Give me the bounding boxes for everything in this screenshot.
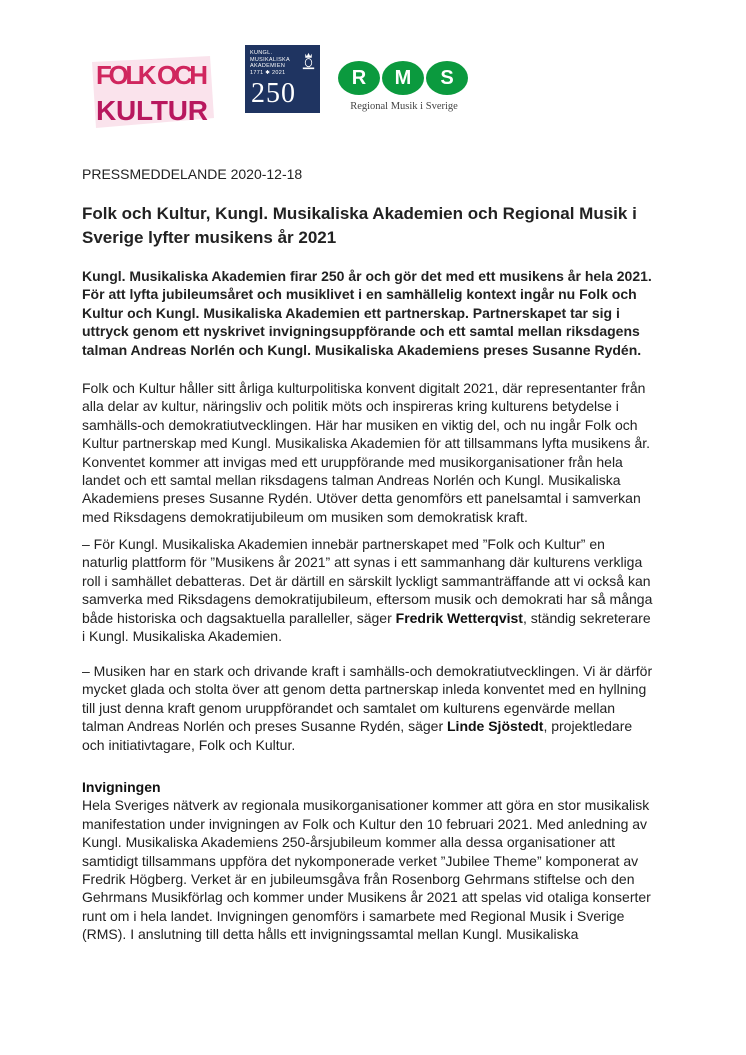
text-span: talman Andreas Norlén och Kungl. Musikaliska Akademiens preses Susanne Rydén. — [82, 341, 642, 358]
text-span: Kungl. Musikaliska Akademien firar 250 år och gör det med ett musikens år hela 2021. — [82, 268, 652, 284]
text-span: , projektledare — [543, 718, 633, 735]
lead-paragraph — [82, 267, 652, 359]
page-title: Folk och Kultur, Kungl. Musikaliska Akademien och Regional Musik i Sverige lyfter musikens år 2021 — [82, 204, 637, 247]
rms-caption: Regional Musik i Sverige — [350, 101, 458, 112]
text-line — [82, 736, 652, 754]
text-line — [82, 907, 651, 925]
text-span: uttryck genom ett nyskrivet invigningsuppförande och ett samtal mellan riksdagens — [82, 323, 640, 340]
text-span: – För Kungl. Musikaliska Akademien innebär partnerskapet med ”Folk och Kultur” en — [82, 536, 605, 552]
text-span: Gehrmans Musikförlag och kommer under Musikens år 2021 att spelas vid otaliga konserter — [82, 889, 651, 906]
text-line — [82, 852, 651, 870]
akademien-250-number: 250 — [251, 78, 296, 109]
svg-text:KULTUR: KULTUR — [96, 95, 208, 126]
text-line — [82, 285, 652, 303]
akademien-logo-line: 1771 ✱ 2021 — [250, 69, 286, 76]
text-line — [82, 609, 652, 627]
text-span: runt om i hela landet. Invigningen genomförs i samarbete med Regional Musik i Sverige — [82, 907, 625, 924]
invigningen-section — [82, 778, 651, 944]
text-span: (RMS). I anslutning till detta hålls ett invigningssamtal mellan Kungl. Musikaliska — [82, 926, 579, 943]
text-span: För att lyfta jubileumsåret och musiklivet i en samhällelig kontext ingår nu Folk och — [82, 286, 637, 303]
text-span: naturlig plattform för ”Musikens år 2021” att synas i ett sammanhang där kulturens verkliga — [82, 554, 643, 571]
text-line — [82, 434, 650, 452]
text-line — [82, 508, 650, 526]
press-release-date: PRESSMEDDELANDE 2020-12-18 — [82, 166, 303, 182]
text-line — [82, 778, 651, 796]
text-span: samverka med Riksdagens demokratijubileum, eftersom musik och demokrati har så många — [82, 591, 653, 608]
text-span: Kungl. Musikaliska Akademiens 250-årsjubileum kommer alla dessa organisationer att — [82, 834, 616, 851]
text-span: och initiativtagare, Folk och Kultur. — [82, 736, 296, 753]
text-line — [82, 572, 652, 590]
text-span: samhälls-och demokratiutvecklingen. Här har musiken en viktig del, och nu ingår Folk och — [82, 416, 638, 433]
rms-letter: M — [382, 61, 424, 95]
text-line — [82, 341, 652, 359]
body-paragraph — [82, 662, 652, 754]
text-line — [82, 304, 652, 322]
text-line — [82, 397, 650, 415]
text-line — [82, 489, 650, 507]
person-name: Linde Sjöstedt — [447, 718, 544, 735]
text-line — [82, 627, 652, 645]
text-line — [82, 833, 651, 851]
akademien-logo-line: KUNGL. — [250, 50, 273, 56]
text-span: landet och ett samtal mellan riksdagens talman Andreas Norlén och Kungl. Musikaliska — [82, 471, 621, 488]
text-line — [82, 870, 651, 888]
person-name: Fredrik Wetterqvist — [395, 609, 523, 626]
text-line — [82, 662, 652, 680]
crown-emblem-icon — [302, 50, 315, 72]
text-line — [82, 717, 652, 735]
text-span: Kultur partnerskap med Kungl. Musikaliska Akademien för att tillsammans lyfta musikens år. — [82, 435, 651, 452]
text-line — [82, 888, 651, 906]
akademien-logo-text — [250, 50, 290, 76]
text-span: Fredrik Högberg. Verket är en jubileumsgåva från Rosenborg Gehrmans stiftelse och den — [82, 870, 635, 887]
text-line — [82, 815, 651, 833]
akademien-logo-line: MUSIKALISKA — [250, 56, 290, 63]
body-paragraph — [82, 535, 652, 645]
text-span: mycket glada och stolta över att genom detta partnerskap inleda konventet med en hyllning — [82, 681, 647, 698]
text-span: roll i samhället debatteras. Det är därtill en särskilt lyckligt sammanträffande att vi också kan — [82, 572, 651, 589]
text-line — [82, 535, 652, 553]
text-line — [82, 680, 652, 698]
text-span: manifestation under invigningen av Folk och Kultur den 10 februari 2021. Med anledning av — [82, 815, 648, 832]
text-line — [82, 925, 651, 943]
folk-och-kultur-logo — [92, 56, 214, 128]
text-line — [82, 267, 652, 285]
text-span: samtidigt tillsammans uppföra det nykomponerade verket ”Jubilee Theme” komponerat av — [82, 852, 639, 869]
text-span: till just denna kraft genom uruppförandet och samtalet om kulturens egenvärde mellan — [82, 699, 616, 716]
text-line — [82, 416, 650, 434]
rms-letter: S — [426, 61, 468, 95]
rms-letter: R — [338, 61, 380, 95]
svg-text:FOLK OCH: FOLK OCH — [96, 60, 208, 90]
text-span: Kultur och Kungl. Musikaliska Akademien ett partnerskap. Partnerskapet tar sig i — [82, 304, 620, 321]
text-span: med Riksdagens demokratijubileum om musiken som demokratisk kraft. — [82, 508, 528, 525]
text-line — [82, 379, 650, 397]
text-span: , ständig sekreterare — [522, 609, 651, 626]
text-span: talman Andreas Norlén och preses Susanne Rydén, säger — [82, 718, 447, 735]
text-span: Konventet kommer att invigas med ett uruppförande med musikorganisationer från hela — [82, 453, 623, 470]
text-line — [82, 699, 652, 717]
akademien-logo-line: AKADEMIEN — [250, 63, 286, 69]
text-span: Akademiens preses Susanne Rydén. Utöver detta genomförs ett panelsamtal i samverkan — [82, 490, 641, 507]
text-line — [82, 471, 650, 489]
text-line — [82, 453, 650, 471]
text-span: i Kungl. Musikaliska Akademien. — [82, 627, 282, 644]
text-line — [82, 553, 652, 571]
text-span: både historiska och dagsaktuella paralleller, säger — [82, 609, 396, 626]
rms-logo — [338, 61, 470, 121]
text-line — [82, 796, 651, 814]
text-span: Folk och Kultur håller sitt årliga kulturpolitiska konvent digitalt 2021, där representanter från — [82, 380, 646, 396]
text-line — [82, 322, 652, 340]
text-span: – Musiken har en stark och drivande kraft i samhälls-och demokratiutvecklingen. Vi är därför — [82, 663, 653, 679]
text-span: Hela Sveriges nätverk av regionala musikorganisationer kommer att göra en stor musikalisk — [82, 797, 650, 814]
body-paragraph — [82, 379, 650, 526]
text-line — [82, 590, 652, 608]
section-heading: Invigningen — [82, 779, 161, 795]
text-span: alla delar av kultur, näringsliv och politik möts och inspireras kring kulturens betydelse i — [82, 398, 619, 415]
kungl-musikaliska-akademien-logo — [245, 45, 320, 113]
